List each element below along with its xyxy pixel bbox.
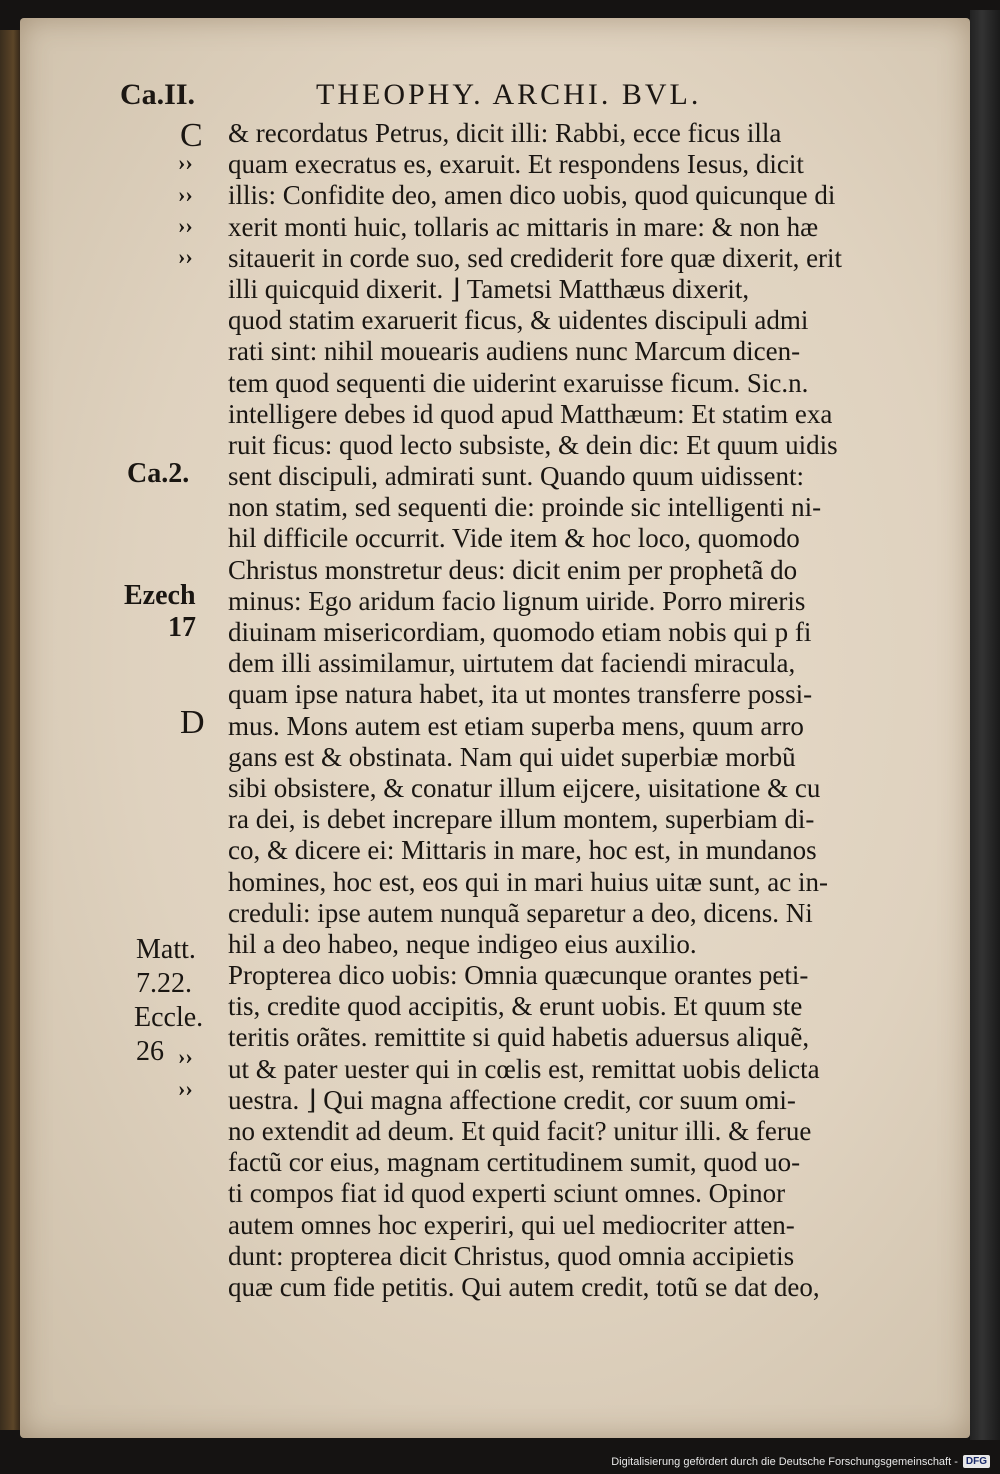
footer-credit bbox=[611, 1455, 990, 1468]
margin-quote-mark: ›› bbox=[178, 213, 193, 238]
running-head bbox=[120, 78, 920, 118]
text-line: Propterea dico uobis: Omnia quæcunque orantes peti- bbox=[228, 960, 809, 991]
text-line: teritis orãtes. remittite si quid habetis aduersus aliquẽ, bbox=[228, 1022, 810, 1053]
text-line: factũ cor eius, magnam certitudinem sumit, quod uo- bbox=[228, 1147, 801, 1178]
margin-ca-2: Ca.2. bbox=[127, 458, 190, 489]
text-line: rati sint: nihil mouearis audiens nunc Marcum dicen- bbox=[228, 336, 801, 367]
text-line: creduli: ipse autem nunquã separetur a deo, dicens. Ni bbox=[228, 897, 813, 928]
margin-quote-mark: ›› bbox=[178, 1044, 193, 1069]
text-line: co, & dicere ei: Mittaris in mare, hoc est, in mundanos bbox=[228, 835, 817, 866]
text-line: quod statim exaruerit ficus, & uidentes discipuli admi bbox=[228, 305, 809, 336]
text-line: sibi obsistere, & conatur illum eijcere, uisitatione & cu bbox=[228, 772, 821, 803]
text-line: non statim, sed sequenti die: proinde sic intelligenti ni- bbox=[228, 492, 822, 523]
text-line: hil a deo habeo, neque indigeo eius auxilio. bbox=[228, 928, 697, 959]
text-line: tem quod sequenti die uiderint exaruisse ficum. Sic.n. bbox=[228, 367, 809, 398]
text-line: uestra. ⌋ Qui magna affectione credit, cor suum omi- bbox=[228, 1084, 796, 1115]
margin-matt-number: 7.22. bbox=[136, 968, 192, 999]
margin-letter-c: C bbox=[180, 117, 203, 154]
book-fore-edge bbox=[970, 10, 1000, 1440]
text-line: quæ cum fide petitis. Qui autem credit, totũ se dat deo, bbox=[228, 1271, 820, 1302]
dfg-logo-icon: DFG bbox=[963, 1455, 990, 1468]
text-line: dem illi assimilamur, uirtutem dat faciendi miracula, bbox=[228, 648, 796, 679]
running-title: THEOPHY. ARCHI. BVL. bbox=[316, 78, 702, 111]
margin-quote-mark: ›› bbox=[178, 150, 193, 175]
text-line: intelligere debes id quod apud Matthæum: Et statim exa bbox=[228, 398, 833, 429]
text-line: mus. Mons autem est etiam superba mens, quum arro bbox=[228, 710, 804, 741]
text-line: no extendit ad deum. Et quid facit? unitur illi. & ferue bbox=[228, 1116, 812, 1146]
text-line: dunt: propterea dicit Christus, quod omnia accipietis bbox=[228, 1240, 795, 1271]
text-line: gans est & obstinata. Nam qui uidet superbiæ morbũ bbox=[228, 741, 796, 772]
margin-ezech: Ezech bbox=[124, 580, 196, 611]
text-line: quam execratus es, exaruit. Et respondens Iesus, dicit bbox=[228, 149, 804, 180]
text-line: xerit monti huic, tollaris ac mittaris in mare: & non hæ bbox=[228, 211, 819, 242]
margin-quote-mark: ›› bbox=[178, 244, 193, 269]
text-line: ra dei, is debet increpare illum montem, superbiam di- bbox=[228, 804, 815, 835]
margin-quote-mark: ›› bbox=[178, 182, 193, 207]
text-line: sent discipuli, admirati sunt. Quando quum uidissent: bbox=[228, 461, 804, 492]
footer-text: Digitalisierung gefördert durch die Deutsche Forschungsgemeinschaft - bbox=[611, 1455, 958, 1468]
text-line: ti compos fiat id quod experti sciunt omnes. Opinor bbox=[228, 1178, 786, 1209]
text-line: illis: Confidite deo, amen dico uobis, quod quicunque di bbox=[228, 180, 836, 211]
chapter-reference: Ca.II. bbox=[120, 78, 196, 111]
margin-eccle-number: 26 bbox=[136, 1036, 164, 1067]
text-line: Christus monstretur deus: dicit enim per prophetã do bbox=[228, 554, 798, 585]
text-line: autem omnes hoc experiri, qui uel mediocriter atten- bbox=[228, 1209, 795, 1240]
text-line: illi quicquid dixerit. ⌋ Tametsi Matthæus dixerit, bbox=[228, 273, 750, 304]
text-line: minus: Ego aridum facio lignum uiride. Porro mireris bbox=[228, 585, 806, 616]
text-line: homines, hoc est, eos qui in mari huius uitæ sunt, ac in- bbox=[228, 866, 828, 897]
margin-ezech-number: 17 bbox=[168, 612, 196, 643]
text-line: diuinam misericordiam, quomodo etiam nobis qui p fi bbox=[228, 617, 812, 647]
text-line: & recordatus Petrus, dicit illi: Rabbi, ecce ficus illa bbox=[228, 118, 782, 148]
text-line: quam ipse natura habet, ita ut montes transferre possi- bbox=[228, 679, 813, 710]
text-line: hil difficile occurrit. Vide item & hoc loco, quomodo bbox=[228, 523, 800, 554]
text-line: ruit ficus: quod lecto subsiste, & dein dic: Et quum uidis bbox=[228, 429, 838, 460]
book-spine bbox=[0, 30, 22, 1430]
margin-quote-mark: ›› bbox=[178, 1076, 193, 1101]
body-text bbox=[228, 118, 918, 1303]
text-line: ut & pater uester qui in cœlis est, remittat uobis delicta bbox=[228, 1053, 820, 1084]
margin-matt: Matt. bbox=[136, 934, 196, 965]
text-line: sitauerit in corde suo, sed crediderit fore quæ dixerit, erit bbox=[228, 242, 843, 273]
margin-eccle: Eccle. bbox=[134, 1002, 204, 1033]
text-line: tis, credite quod accipitis, & erunt uobis. Et quum ste bbox=[228, 991, 803, 1022]
margin-letter-d: D bbox=[180, 704, 205, 741]
